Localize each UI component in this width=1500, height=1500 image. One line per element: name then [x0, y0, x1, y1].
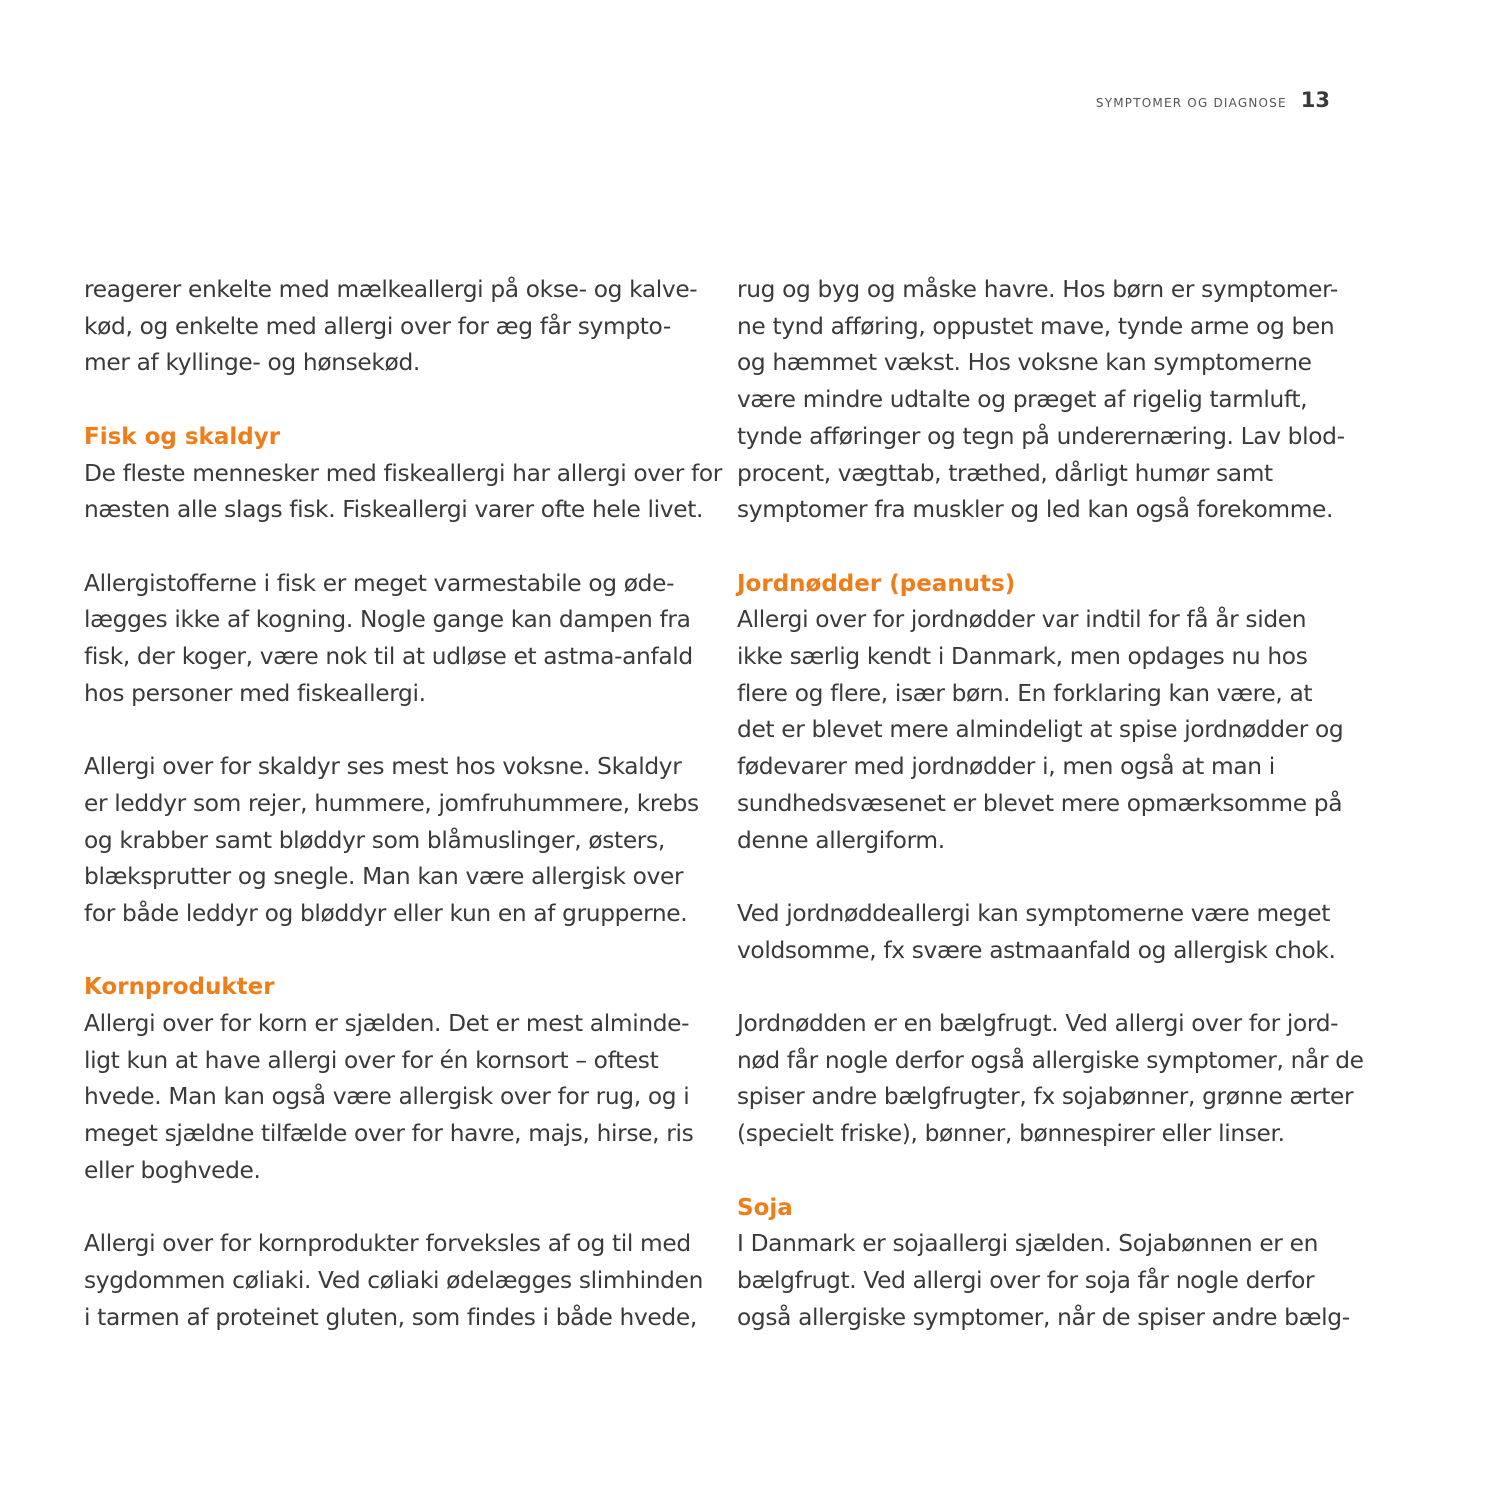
text-line: næsten alle slags fisk. Fiskeallergi varer ofte hele livet.: [84, 496, 704, 524]
text-line: det er blevet mere almindeligt at spise jordnødder og: [737, 716, 1344, 744]
section-soja-p1: [737, 1190, 1350, 1337]
section-korn-p1: [84, 969, 694, 1189]
text-line: fisk, der koger, være nok til at udløse et astma-anfald: [84, 643, 693, 670]
right-column: [737, 272, 1364, 1336]
text-line: lægges ikke af kogning. Nogle gange kan dampen fra: [84, 606, 691, 634]
text-line: voldsomme, fx svære astmaanfald og allergisk chok.: [737, 936, 1336, 964]
text-line: er leddyr som rejer, hummere, jomfruhummere, krebs: [84, 789, 699, 817]
text-line: være mindre udtalte og præget af rigelig tarmluft,: [737, 386, 1308, 414]
text-line: rug og byg og måske havre. Hos børn er symptomer-: [737, 276, 1338, 303]
text-line: reagerer enkelte med mælkeallergi på okse- og kalve-: [84, 276, 698, 303]
text-line: flere og flere, især børn. En forklaring kan være, at: [737, 679, 1313, 707]
text-line: bælgfrugt. Ved allergi over for soja får nogle derfor: [737, 1266, 1315, 1294]
paragraph: [737, 1006, 1364, 1153]
text-line: Jordnødden er en bælgfrugt. Ved allergi over for jord-: [737, 1010, 1339, 1038]
text-line: blæksprutter og snegle. Man kan være allergisk over: [84, 863, 684, 891]
text-line: hvede. Man kan også være allergisk over for rug, og i: [84, 1083, 690, 1111]
text-line: mer af kyllinge- og hønsekød.: [84, 349, 420, 377]
text-line: og hæmmet vækst. Hos voksne kan symptomerne: [737, 349, 1312, 377]
text-line: fødevarer med jordnødder i, men også at man i: [737, 753, 1275, 781]
text-line: Allergi over for skaldyr ses mest hos voksne. Skaldyr: [84, 753, 682, 781]
intro-paragraph: [737, 272, 1347, 529]
text-line: ne tynd afføring, oppustet mave, tynde arme og ben: [737, 312, 1335, 340]
text-line: også allergiske symptomer, når de spiser andre bælg-: [737, 1303, 1350, 1331]
text-line: I Danmark er sojaallergi sjælden. Sojabønnen er en: [737, 1230, 1318, 1258]
text-line: ligt kun at have allergi over for én kornsort – oftest: [84, 1046, 659, 1074]
left-column: [84, 272, 722, 1336]
text-line: i tarmen af proteinet gluten, som findes i både hvede,: [84, 1303, 697, 1331]
text-line: denne allergiform.: [737, 826, 945, 854]
paragraph: [84, 566, 694, 713]
text-line: Ved jordnøddeallergi kan symptomerne være meget: [737, 899, 1330, 927]
text-line: spiser andre bælgfrugter, fx sojabønner, grønne ærter: [737, 1083, 1354, 1111]
heading-kornprodukter: Kornprodukter: [84, 974, 275, 1001]
text-line: Allergi over for kornprodukter forveksles af og til med: [84, 1230, 691, 1258]
text-line: kød, og enkelte med allergi over for æg får sympto-: [84, 312, 671, 340]
section-label: SYMPTOMER OG DIAGNOSE: [1095, 96, 1287, 110]
paragraph: [84, 749, 699, 933]
paragraph: [84, 1226, 704, 1336]
text-line: meget sjældne tilfælde over for havre, majs, hirse, ris: [84, 1120, 694, 1148]
heading-fisk-og-skaldyr: Fisk og skaldyr: [84, 423, 281, 450]
page-number: 13: [1300, 88, 1330, 112]
text-line: ikke særlig kendt i Danmark, men opdages nu hos: [737, 643, 1308, 671]
text-line: Allergi over for jordnødder var indtil for få år siden: [737, 606, 1307, 634]
text-line: symptomer fra muskler og led kan også forekomme.: [737, 496, 1334, 524]
section-fisk-p1: [84, 419, 722, 529]
text-line: eller boghvede.: [84, 1156, 261, 1184]
text-line: procent, vægttab, træthed, dårligt humør samt: [737, 459, 1273, 487]
text-line: Allergistofferne i fisk er meget varmestabile og øde-: [84, 569, 675, 597]
heading-jordnodder: Jordnødder (peanuts): [737, 570, 1016, 597]
text-line: sundhedsvæsenet er blevet mere opmærksomme på: [737, 789, 1343, 817]
text-line: (specielt friske), bønner, bønnespirer eller linser.: [737, 1120, 1285, 1148]
text-line: Allergi over for korn er sjælden. Det er mest alminde-: [84, 1010, 690, 1037]
text-line: og krabber samt bløddyr som blåmuslinger, østers,: [84, 826, 665, 854]
text-line: nød får nogle derfor også allergiske symptomer, når de: [737, 1046, 1364, 1074]
text-line: tynde afføringer og tegn på underernæring. Lav blod-: [737, 422, 1345, 450]
paragraph: [737, 896, 1347, 969]
text-line: sygdommen cøliaki. Ved cøliaki ødelægges slimhinden: [84, 1266, 704, 1294]
running-header: [1096, 88, 1330, 112]
text-line: hos personer med fiskeallergi.: [84, 679, 426, 707]
intro-paragraph: [84, 272, 698, 382]
text-line: De fleste mennesker med fiskeallergi har allergi over for: [84, 459, 722, 487]
heading-soja: Soja: [737, 1194, 793, 1221]
text-line: for både leddyr og bløddyr eller kun en af grupperne.: [84, 899, 688, 927]
section-jordnodder-p1: [737, 566, 1347, 860]
